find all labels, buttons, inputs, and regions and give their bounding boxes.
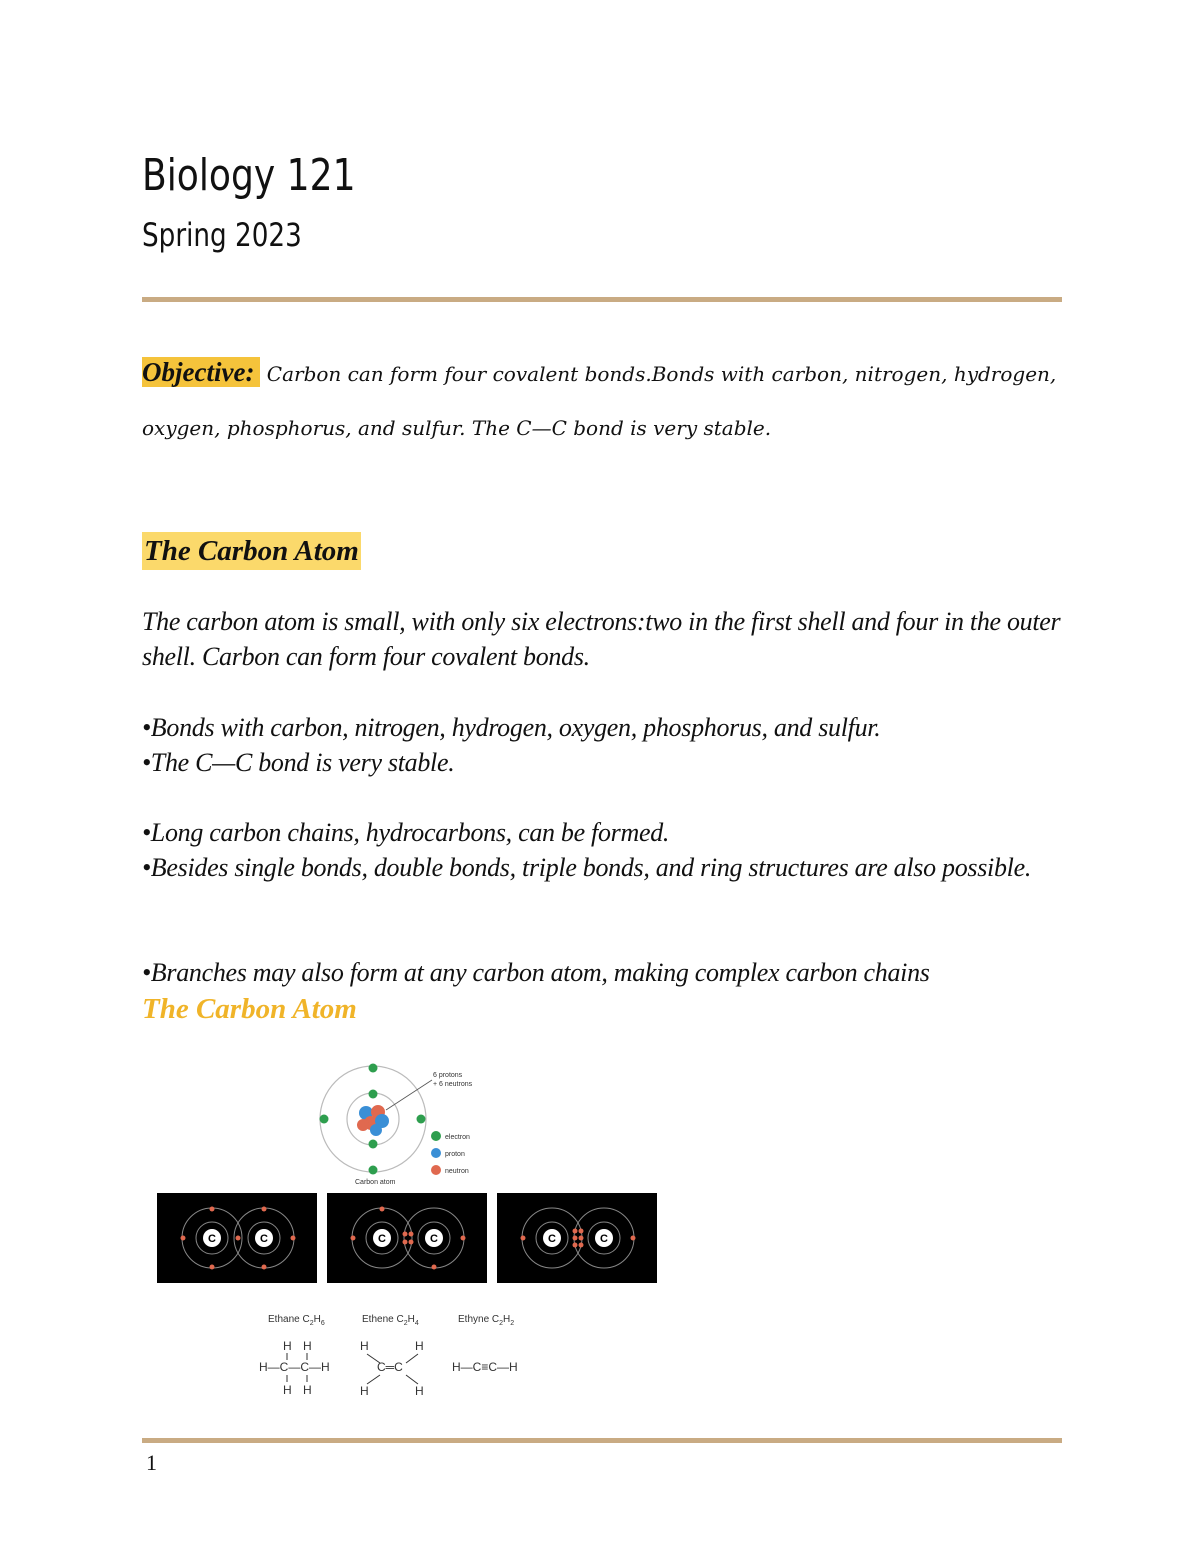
legend-proton: proton <box>445 1151 465 1158</box>
ethene-structure <box>360 1339 424 1398</box>
svg-text:H: H <box>415 1384 424 1398</box>
double-bond-panel <box>327 1193 487 1283</box>
triple-bond-panel <box>497 1193 657 1283</box>
body-paragraph-chains: •Long carbon chains, hydrocarbons, can be formed. •Besides single bonds, double bonds, triple bonds, and ring structures are also possible. <box>142 818 1032 882</box>
atom-legend <box>431 1131 470 1175</box>
carbon-atom-figure <box>150 1055 670 1415</box>
legend-neutron: neutron <box>445 1168 469 1175</box>
callout-protons: 6 protons <box>433 1072 463 1079</box>
ethyne-label: Ethyne $C_2H_2$ <box>458 1314 515 1327</box>
section-heading: The Carbon Atom <box>142 532 361 570</box>
svg-text:H: H <box>415 1339 424 1353</box>
electron-legend-icon <box>431 1131 441 1141</box>
proton-legend-icon <box>431 1148 441 1158</box>
header-divider <box>142 297 1062 302</box>
svg-text:C═C: C═C <box>377 1360 403 1374</box>
svg-text:H—C≡C—H: H—C≡C—H <box>452 1360 518 1374</box>
svg-text:H—C—C—H: H—C—C—H <box>259 1360 330 1374</box>
ethene-label: Ethene $C_2H_4$ <box>362 1314 419 1327</box>
svg-text:H: H <box>283 1339 292 1353</box>
neutron-legend-icon <box>431 1165 441 1175</box>
objective-paragraph <box>142 345 1072 455</box>
callout-neutrons: + 6 neutrons <box>433 1081 473 1088</box>
svg-text:H: H <box>360 1384 369 1398</box>
footer-divider <box>142 1438 1062 1443</box>
objective-label: Objective: <box>142 357 260 387</box>
nucleus <box>357 1105 389 1136</box>
ethyne-structure <box>452 1360 518 1374</box>
ethane-structure <box>259 1339 330 1397</box>
carbon-letter: C <box>548 1233 556 1245</box>
atom-caption: Carbon atom <box>355 1179 396 1186</box>
carbon-letter: C <box>600 1233 608 1245</box>
body-paragraph-bonds: •Bonds with carbon, nitrogen, hydrogen, oxygen, phosphorus, and sulfur. •The C—C bond is very stable. <box>142 713 881 777</box>
body-paragraph-branches: •Branches may also form at any carbon atom, making complex carbon chains <box>142 958 930 987</box>
single-bond-panel <box>157 1193 317 1283</box>
objective-text: Carbon can form four covalent bonds.Bonds with carbon, nitrogen, hydrogen, oxygen, phosphorus, and sulfur. The C—C bond is very stable. <box>142 362 1057 440</box>
document-title: Biology 121 <box>142 150 356 201</box>
svg-text:H: H <box>303 1339 312 1353</box>
legend-electron: electron <box>445 1134 470 1141</box>
svg-text:H: H <box>283 1383 292 1397</box>
document-subtitle: Spring 2023 <box>142 216 302 254</box>
svg-text:H: H <box>360 1339 369 1353</box>
figure-heading: The Carbon Atom <box>142 993 357 1025</box>
carbon-letter: C <box>378 1233 386 1245</box>
body-paragraph-intro: The carbon atom is small, with only six electrons:two in the first shell and four in the outer shell. Carbon can form four covalent bonds. <box>142 607 1061 671</box>
svg-text:H: H <box>303 1383 312 1397</box>
page-number: 1 <box>146 1450 157 1475</box>
ethane-label: Ethane $C_2H_6$ <box>268 1314 325 1327</box>
carbon-letter: C <box>208 1233 216 1245</box>
carbon-letter: C <box>260 1233 268 1245</box>
carbon-letter: C <box>430 1233 438 1245</box>
structural-formulas <box>259 1314 518 1398</box>
